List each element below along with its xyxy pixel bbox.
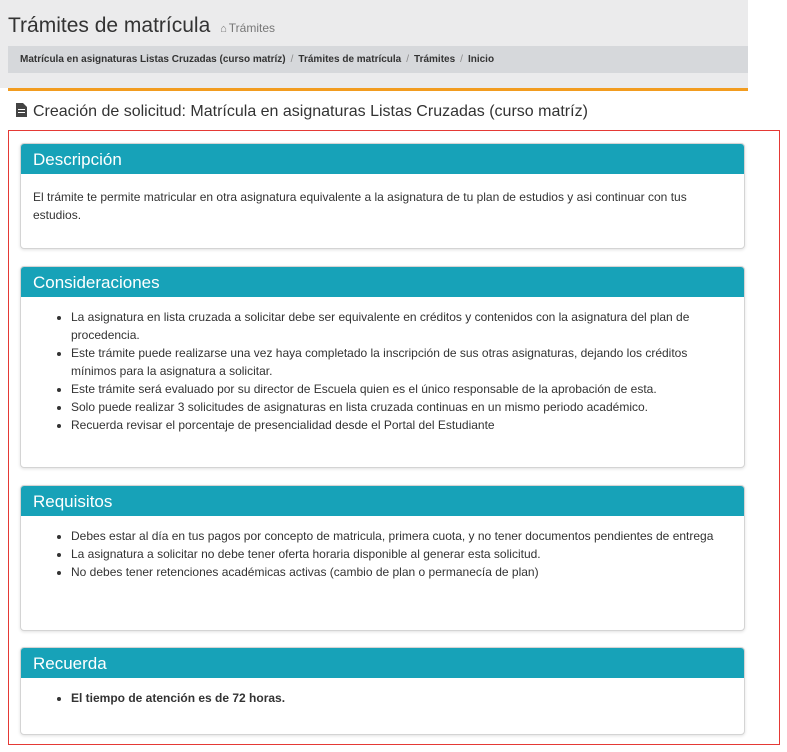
recuerda-body	[21, 678, 744, 707]
descripcion-text: El trámite te permite matricular en otra asignatura equivalente a la asignatura de tu plan de estudios y asi continuar con tus estudios.	[33, 190, 687, 222]
requisitos-card	[20, 485, 745, 631]
list-item: • Debes estar al día en tus pagos por concepto de matricula, primera cuota, y no tener documentos pendientes de entrega	[71, 527, 730, 545]
request-title-text: Creación de solicitud: Matrícula en asignaturas Listas Cruzadas (curso matríz)	[33, 103, 588, 120]
requisitos-list	[21, 516, 744, 581]
requisitos-header: Requisitos	[21, 486, 744, 516]
consideraciones-header: Consideraciones	[21, 267, 744, 297]
list-item: • La asignatura en lista cruzada a solicitar debe ser equivalente en créditos y contenidos con la asignatura del plan de procedencia.	[71, 308, 730, 344]
recuerda-header: Recuerda	[21, 648, 744, 678]
document-icon	[16, 103, 27, 117]
breadcrumb-separator: /	[460, 54, 463, 65]
requisitos-body	[21, 516, 744, 581]
recuerda-card	[20, 647, 745, 735]
breadcrumb-item-inicio[interactable]: Inicio	[467, 54, 495, 65]
descripcion-header: Descripción	[21, 144, 744, 174]
descripcion-card	[20, 143, 745, 249]
list-item: • Solo puede realizar 3 solicitudes de asignaturas en lista cruzada continuas en un mismo periodo académico.	[71, 398, 730, 416]
breadcrumb	[8, 46, 748, 73]
page-title	[8, 14, 275, 38]
breadcrumb-item-tramites[interactable]: Trámites	[414, 54, 456, 65]
breadcrumb-item-tramites-matricula[interactable]: Trámites de matrícula	[298, 54, 402, 65]
accent-bar	[8, 88, 748, 91]
list-item: • El tiempo de atención es de 72 horas.	[71, 689, 730, 707]
list-item: • Recuerda revisar el porcentaje de presencialidad desde el Portal del Estudiante	[71, 416, 730, 434]
consideraciones-list	[21, 297, 744, 434]
recuerda-list	[21, 678, 744, 707]
consideraciones-body	[21, 297, 744, 434]
request-title	[16, 103, 588, 121]
home-icon: ⌂	[220, 23, 227, 35]
page-title-text: Trámites de matrícula	[8, 14, 211, 37]
list-item: • La asignatura a solicitar no debe tener oferta horaria disponible al generar esta solicitud.	[71, 545, 730, 563]
breadcrumb-separator: /	[290, 54, 294, 65]
breadcrumb-separator: /	[406, 54, 410, 65]
list-item: • Este trámite puede realizarse una vez haya completado la inscripción de sus otras asignaturas, dejando los créditos mínimos para la asignatura a solicitar.	[71, 344, 730, 380]
page-subtitle-text: Trámites	[228, 21, 276, 35]
list-item: • Este trámite será evaluado por su director de Escuela quien es el único responsable de la aprobación de esta.	[71, 380, 730, 398]
breadcrumb-item-current[interactable]: Matrícula en asignaturas Listas Cruzadas (curso matríz)	[20, 54, 286, 65]
page-subtitle[interactable]	[220, 21, 275, 35]
list-item: • No debes tener retenciones académicas activas (cambio de plan o permanecía de plan)	[71, 563, 730, 581]
consideraciones-card	[20, 266, 745, 468]
descripcion-body	[21, 174, 744, 224]
